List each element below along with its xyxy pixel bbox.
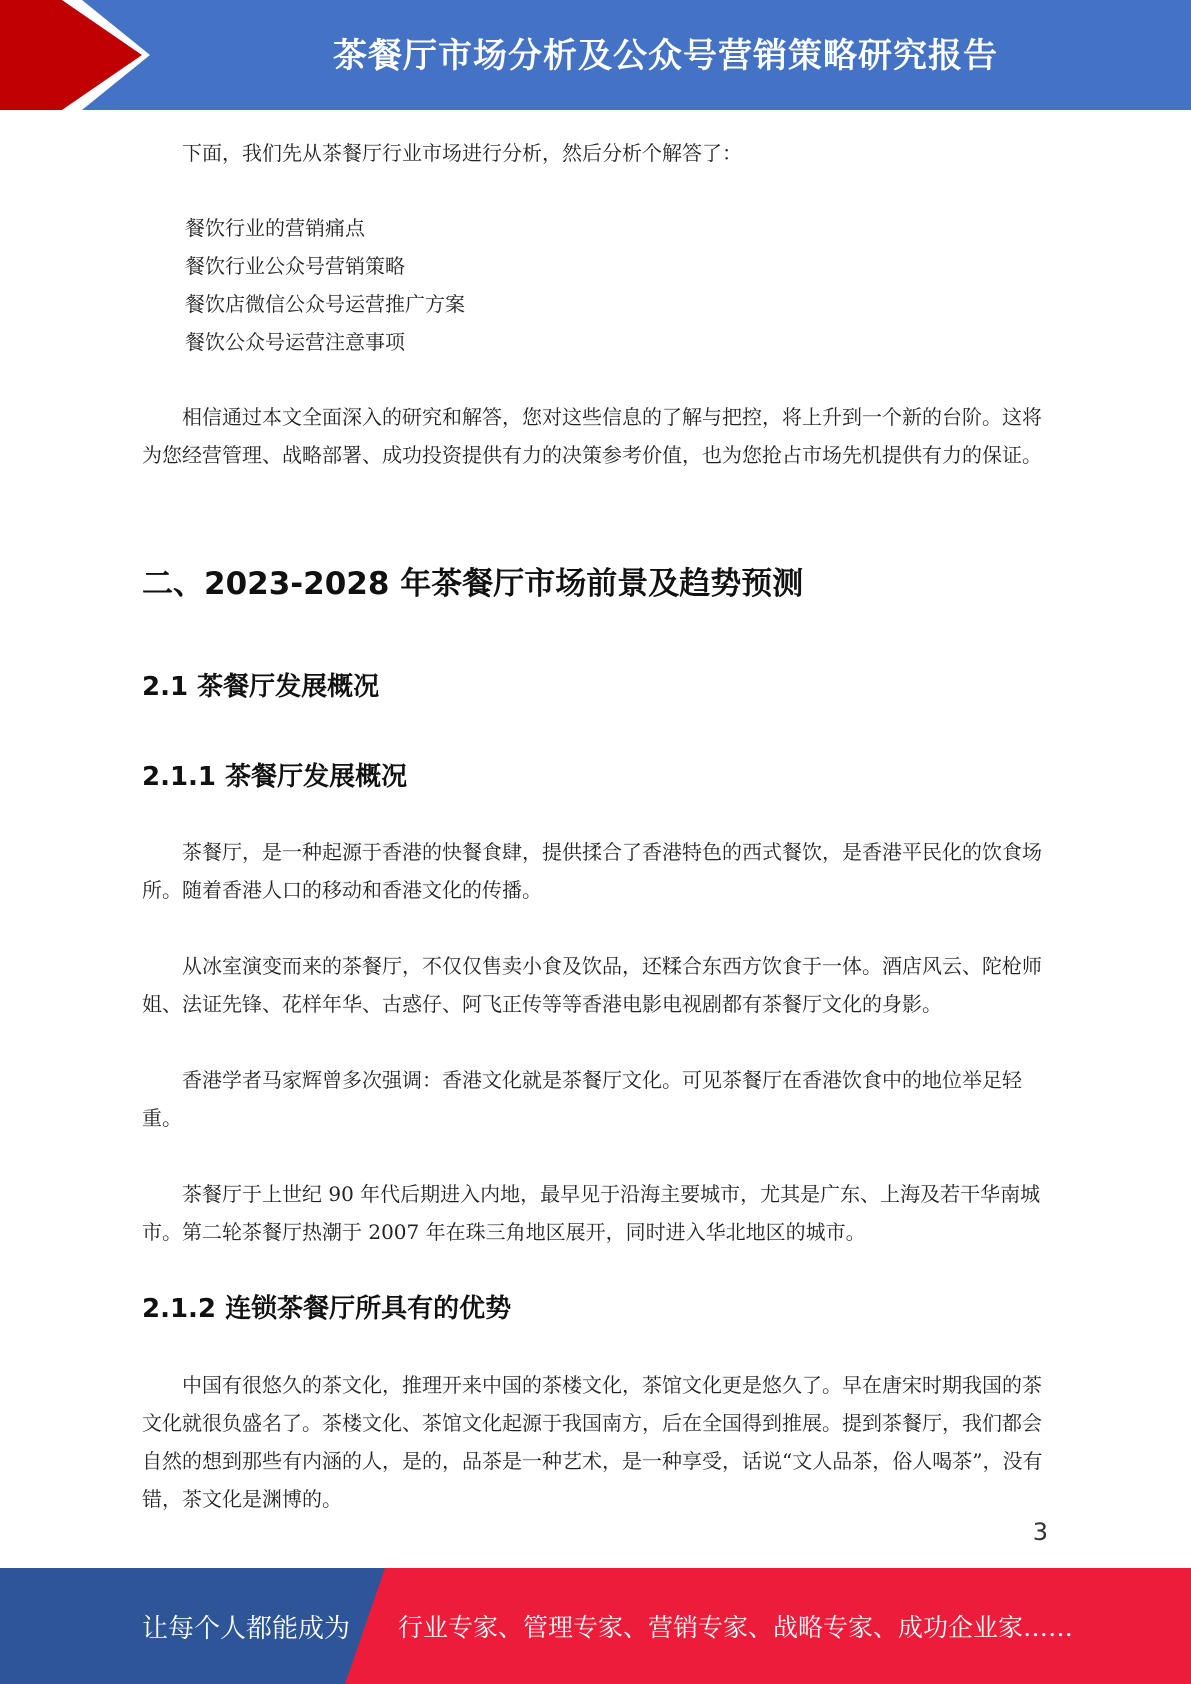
footer-slogan-right: 行业专家、管理专家、营销专家、战略专家、成功企业家……	[398, 1613, 1074, 1642]
body-paragraph: 中国有很悠久的茶文化，推理开来中国的茶楼文化，茶馆文化更是悠久了。早在唐宋时期我国的茶文化就很负盛名了。茶楼文化、茶馆文化起源于我国南方，后在全国得到推展。提到茶餐厅，我们都会自然的想到那些有内涵的人，是的，品茶是一种艺术，是一种享受，话说“文人品茶，俗人喝茶”，没有错，茶文化是渊博的。	[142, 1373, 1043, 1511]
intro-list-item: 餐饮店微信公众号运营推广方案	[185, 292, 465, 316]
body-paragraph: 茶餐厅，是一种起源于香港的快餐食肆，提供揉合了香港特色的西式餐饮，是香港平民化的饮食场所。随着香港人口的移动和香港文化的传播。	[142, 840, 1042, 902]
subsubsection-heading: 2.1.2 连锁茶餐厅所具有的优势	[142, 1294, 512, 1324]
page-number: 3	[1032, 1518, 1048, 1546]
footer-banner	[0, 1568, 1191, 1684]
body-paragraph: 茶餐厅于上世纪 90 年代后期进入内地，最早见于沿海主要城市，尤其是广东、上海及若干华南城市。第二轮茶餐厅热潮于 2007 年在珠三角地区展开，同时进入华北地区的城市。	[142, 1182, 1041, 1244]
footer-slogan-left: 让每个人都能成为	[142, 1614, 351, 1644]
body-paragraph: 从冰室演变而来的茶餐厅，不仅仅售卖小食及饮品，还糅合东西方饮食于一体。酒店风云、陀枪师姐、法证先锋、花样年华、古惑仔、阿飞正传等等香港电影电视剧都有茶餐厅文化的身影。	[142, 954, 1042, 1016]
body-paragraph: 香港学者马家辉曾多次强调：香港文化就是茶餐厅文化。可见茶餐厅在香港饮食中的地位举足轻重。	[142, 1068, 1022, 1130]
subsection-heading: 2.1 茶餐厅发展概况	[142, 672, 380, 702]
intro-closing: 相信通过本文全面深入的研究和解答，您对这些信息的了解与把控，将上升到一个新的台阶。这将为您经营管理、战略部署、成功投资提供有力的决策参考价值，也为您抢占市场先机提供有力的保证。	[142, 405, 1042, 467]
report-title: 茶餐厅市场分析及公众号营销策略研究报告	[333, 36, 998, 76]
intro-list-item: 餐饮行业公众号营销策略	[185, 254, 405, 278]
intro-lead: 下面，我们先从茶餐厅行业市场进行分析，然后分析个解答了：	[182, 141, 742, 165]
section-heading: 二、2023-2028 年茶餐厅市场前景及趋势预测	[142, 566, 804, 602]
intro-list-item: 餐饮公众号运营注意事项	[185, 330, 405, 354]
intro-list-item: 餐饮行业的营销痛点	[185, 216, 365, 240]
header-banner	[0, 0, 1191, 110]
subsubsection-heading: 2.1.1 茶餐厅发展概况	[142, 762, 408, 792]
